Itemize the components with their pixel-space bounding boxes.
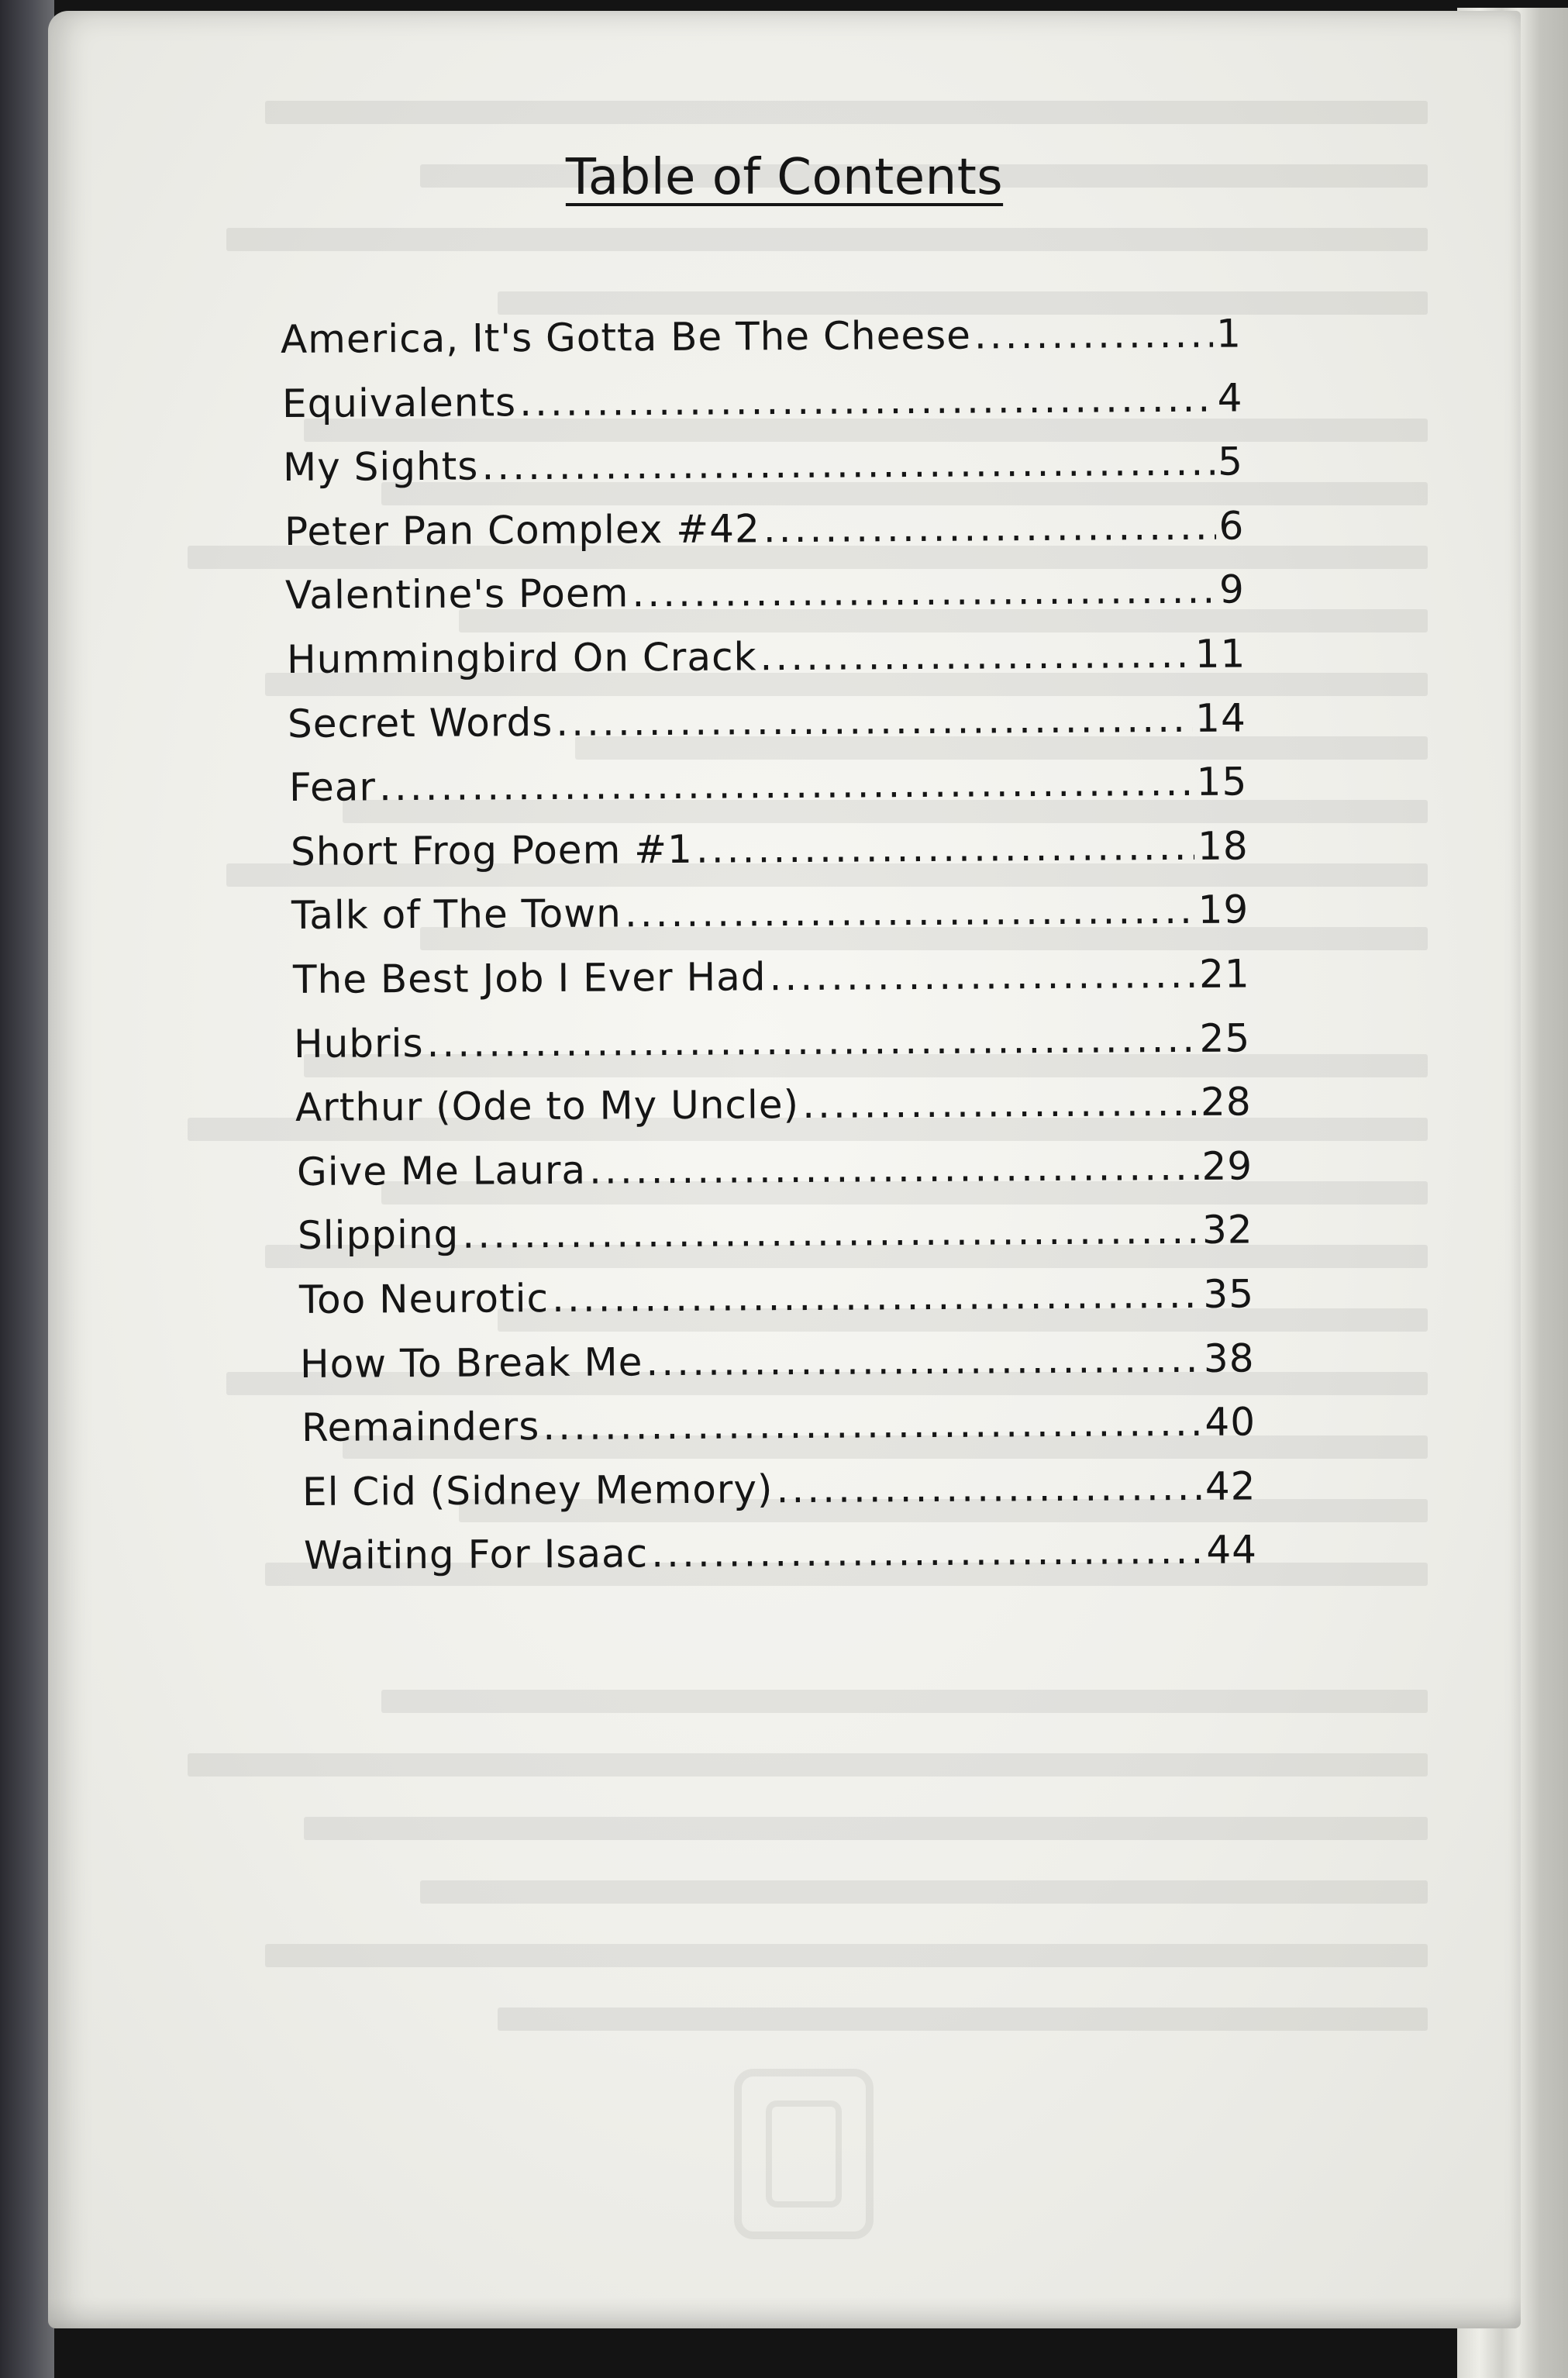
toc-entry bbox=[298, 1208, 1253, 1259]
toc-dot-leader bbox=[625, 887, 1195, 936]
toc-entry-page-number: 32 bbox=[1201, 1207, 1253, 1253]
toc-entry bbox=[300, 1335, 1255, 1387]
toc-dot-leader bbox=[802, 1080, 1198, 1127]
toc-dot-leader bbox=[632, 567, 1217, 616]
toc-entry-page-number: 28 bbox=[1200, 1079, 1252, 1125]
toc-entry bbox=[293, 951, 1250, 1002]
toc-entry bbox=[281, 375, 1242, 426]
toc-entry bbox=[304, 1528, 1257, 1579]
toc-entry-page-number: 4 bbox=[1217, 375, 1243, 421]
toc-entry bbox=[302, 1400, 1256, 1451]
toc-dot-leader bbox=[543, 1400, 1201, 1449]
toc-entry-page-number: 35 bbox=[1202, 1271, 1254, 1317]
toc-entry-title: Talk of The Town bbox=[291, 891, 622, 939]
toc-entry-page-number: 42 bbox=[1205, 1463, 1257, 1509]
toc-dot-leader bbox=[769, 952, 1196, 999]
toc-entry bbox=[302, 1463, 1256, 1515]
toc-entry-title: Hummingbird On Crack bbox=[286, 634, 757, 682]
toc-entry bbox=[296, 1143, 1252, 1194]
toc-entry bbox=[287, 631, 1246, 682]
toc-dot-leader bbox=[588, 1144, 1198, 1193]
toc-entry-title: My Sights bbox=[282, 443, 479, 491]
toc-dot-leader bbox=[760, 632, 1192, 679]
toc-entry-title: Equivalents bbox=[281, 379, 516, 426]
toc-entry-title: El Cid (Sidney Memory) bbox=[302, 1466, 774, 1515]
toc-entry-title: Waiting For Isaac bbox=[303, 1531, 649, 1579]
toc-entry-page-number: 11 bbox=[1194, 631, 1246, 677]
toc-entry-title: America, It's Gotta Be The Cheese bbox=[280, 312, 972, 362]
toc-entry-title: Secret Words bbox=[288, 699, 553, 746]
toc-dot-leader bbox=[481, 439, 1215, 489]
toc-dot-leader bbox=[646, 1335, 1201, 1384]
toc-entry-page-number: 29 bbox=[1201, 1143, 1253, 1189]
toc-entry-page-number: 1 bbox=[1215, 311, 1242, 357]
toc-entry bbox=[295, 1080, 1252, 1131]
toc-dot-leader bbox=[557, 695, 1193, 744]
toc-dot-leader bbox=[763, 503, 1215, 551]
toc-dot-leader bbox=[552, 1272, 1201, 1321]
toc-dot-leader bbox=[379, 760, 1194, 809]
page-title-text: Table of Contents bbox=[565, 149, 1004, 206]
toc-entry-title: The Best Job I Ever Had bbox=[292, 954, 767, 1002]
toc-dot-leader bbox=[462, 1208, 1199, 1257]
toc-entry-page-number: 18 bbox=[1197, 823, 1249, 869]
toc-entry-page-number: 40 bbox=[1204, 1399, 1256, 1446]
toc-entry-title: Give Me Laura bbox=[296, 1147, 586, 1194]
toc-entry-page-number: 44 bbox=[1206, 1527, 1258, 1573]
toc-entry-title: Too Neurotic bbox=[298, 1276, 549, 1322]
toc-entry-title: Slipping bbox=[297, 1212, 460, 1259]
toc-entry bbox=[281, 311, 1242, 362]
toc-entry-title: Valentine's Poem bbox=[285, 570, 629, 619]
toc-dot-leader bbox=[974, 312, 1214, 358]
toc-dot-leader bbox=[777, 1464, 1203, 1511]
toc-entry bbox=[285, 567, 1245, 619]
toc-dot-leader bbox=[651, 1528, 1204, 1576]
toc-entry bbox=[284, 503, 1245, 554]
book-page bbox=[48, 11, 1521, 2328]
toc-entry bbox=[290, 823, 1248, 874]
toc-entry-page-number: 5 bbox=[1218, 439, 1244, 484]
toc-entry-page-number: 38 bbox=[1204, 1335, 1255, 1381]
toc-entry-title: Short Frog Poem #1 bbox=[290, 826, 693, 874]
book-spine bbox=[0, 0, 54, 2378]
toc-dot-leader bbox=[695, 824, 1194, 872]
toc-entry-page-number: 25 bbox=[1199, 1015, 1251, 1061]
toc-entry bbox=[288, 695, 1246, 746]
table-of-contents bbox=[48, 11, 1521, 2328]
toc-dot-leader bbox=[427, 1015, 1197, 1065]
toc-entry-title: How To Break Me bbox=[300, 1339, 643, 1387]
toc-entry-page-number: 15 bbox=[1196, 759, 1248, 805]
toc-entry-page-number: 19 bbox=[1198, 887, 1249, 933]
toc-entry bbox=[291, 887, 1249, 939]
toc-entry-title: Peter Pan Complex #42 bbox=[284, 506, 760, 554]
toc-entry bbox=[294, 1015, 1251, 1067]
toc-dot-leader bbox=[519, 375, 1215, 424]
toc-entry-title: Remainders bbox=[301, 1404, 540, 1451]
toc-entry bbox=[298, 1271, 1253, 1322]
page-bottom-shade bbox=[48, 2297, 1521, 2328]
toc-entry-page-number: 6 bbox=[1218, 503, 1245, 549]
toc-entry-title: Arthur (Ode to My Uncle) bbox=[295, 1082, 800, 1131]
toc-entry-title: Fear bbox=[288, 764, 377, 811]
toc-entry-page-number: 14 bbox=[1195, 695, 1247, 741]
toc-entry-page-number: 9 bbox=[1219, 567, 1246, 613]
toc-entry-page-number: 21 bbox=[1198, 951, 1250, 997]
toc-entry-title: Hubris bbox=[294, 1020, 425, 1067]
toc-entry bbox=[283, 439, 1243, 491]
toc-entry bbox=[289, 760, 1248, 811]
